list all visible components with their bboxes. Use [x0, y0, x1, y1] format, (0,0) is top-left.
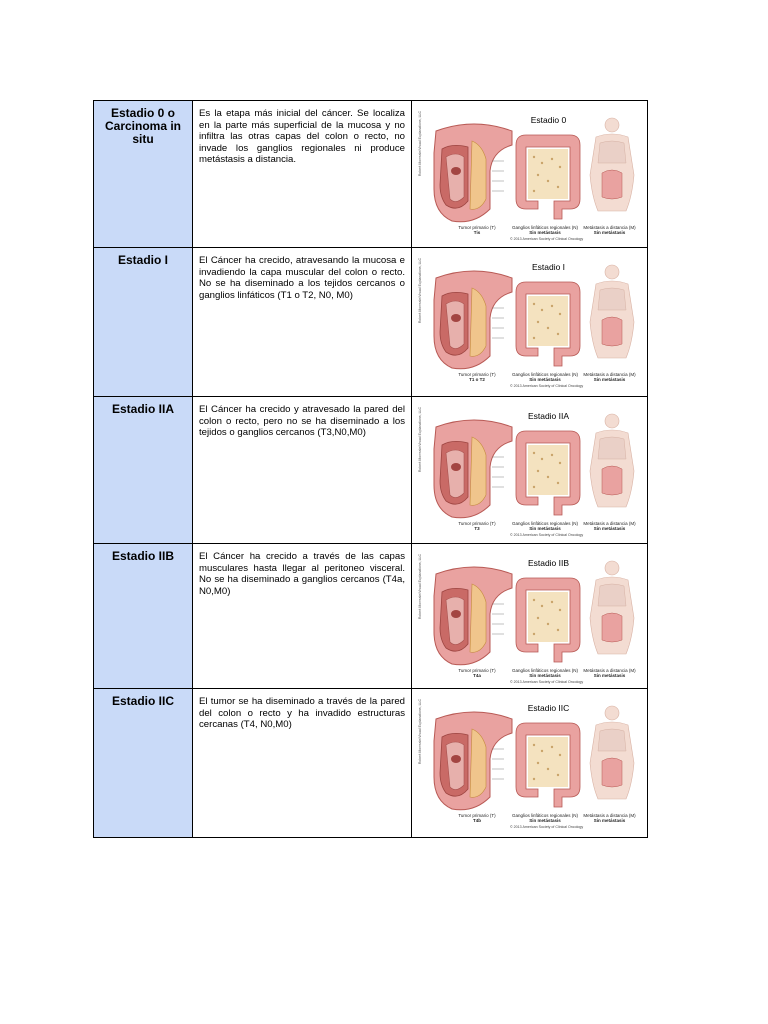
illustration-side-label: Robert Morreale/Visual Explanations, LLC [418, 258, 422, 324]
stage-cell [94, 689, 193, 838]
stage-row [94, 544, 648, 689]
stage-row [94, 248, 648, 397]
illustration-side-label: Robert Morreale/Visual Explanations, LLC [418, 111, 422, 177]
description-cell [193, 248, 412, 397]
description-cell [193, 397, 412, 544]
stage-cell [94, 101, 193, 248]
stage-cell [94, 397, 193, 544]
tumor-caption: Tumor primario (T) T1 o T2 [458, 372, 496, 382]
stage-illustration [412, 101, 645, 245]
stage-name: Estadio I [117, 253, 168, 267]
illustration-side-label: Robert Morreale/Visual Explanations, LLC [418, 699, 422, 765]
description-cell [193, 689, 412, 838]
node-caption: Ganglios linfáticos regionales (N) Sin metástasis [511, 521, 579, 531]
tumor-caption: Tumor primario (T) T4b [458, 813, 496, 823]
illustration-side-label: Robert Morreale/Visual Explanations, LLC [418, 407, 422, 473]
tumor-caption: Tumor primario (T) T4a [458, 668, 496, 678]
staging-table-body [94, 101, 648, 838]
node-caption: Ganglios linfáticos regionales (N) Sin metástasis [511, 668, 579, 678]
illustration-cell [412, 248, 648, 397]
illustration-cell [412, 397, 648, 544]
stage-name: Estadio IIC [111, 694, 174, 708]
metastasis-caption: Metástasis a distancia (M) Sin metástasis [583, 813, 636, 823]
stage-description: El tumor se ha diseminado a través de la pared del colon o recto y ha invadido estructuras cercanas (T4, N0,M0) [199, 696, 405, 730]
stage-description: El Cáncer ha crecido a través de las capas musculares hasta llegar al peritoneo visceral. No se ha diseminado a ganglios cercanos (T4a, N0,M0) [199, 551, 405, 597]
stage-row [94, 689, 648, 838]
stage-description: El Cáncer ha crecido, atravesando la mucosa e invadiendo la capa muscular del colon o recto. No se ha diseminado a los tejidos cercanos o ganglios linfáticos (T1 o T2, N0, M0) [199, 255, 405, 301]
illustration-title: Estadio IIC [527, 703, 570, 713]
illustration-side-label: Robert Morreale/Visual Explanations, LLC [418, 554, 422, 620]
metastasis-caption: Metástasis a distancia (M) Sin metástasis [583, 225, 636, 235]
stage-row [94, 397, 648, 544]
illustration-title: Estadio 0 [530, 115, 567, 125]
node-caption: Ganglios linfáticos regionales (N) Sin metástasis [511, 813, 579, 823]
illustration-credit: © 2013 American Society of Clinical Oncology [510, 825, 584, 829]
illustration-cell [412, 689, 648, 838]
stage-name: Estadio IIA [111, 402, 174, 416]
illustration-title: Estadio I [531, 262, 566, 272]
stage-illustration [412, 397, 645, 541]
staging-table [93, 100, 648, 838]
description-cell [193, 544, 412, 689]
node-caption: Ganglios linfáticos regionales (N) Sin metástasis [511, 372, 579, 382]
stage-name: Estadio IIB [111, 549, 174, 563]
stage-cell [94, 248, 193, 397]
metastasis-caption: Metástasis a distancia (M) Sin metástasis [583, 521, 636, 531]
stage-illustration [412, 689, 645, 833]
illustration-title: Estadio IIA [527, 411, 570, 421]
illustration-credit: © 2013 American Society of Clinical Oncology [510, 237, 584, 241]
metastasis-caption: Metástasis a distancia (M) Sin metástasis [583, 372, 636, 382]
illustration-credit: © 2013 American Society of Clinical Oncology [510, 533, 584, 537]
stage-name: Estadio 0 o Carcinoma in situ [104, 106, 182, 146]
stage-description: El Cáncer ha crecido y atravesado la pared del colon o recto, pero no se ha diseminado a los tejidos o ganglios cercanos (T3,N0,M0) [199, 404, 405, 438]
stage-description: Es la etapa más inicial del cáncer. Se localiza en la parte más superficial de la mucosa y no infiltra las otras capas del colon o recto, no invade los ganglios regionales ni produce metástasis a distancia. [199, 108, 405, 165]
tumor-caption: Tumor primario (T) Tis [458, 225, 496, 235]
description-cell [193, 101, 412, 248]
stage-row [94, 101, 648, 248]
illustration-cell [412, 544, 648, 689]
metastasis-caption: Metástasis a distancia (M) Sin metástasis [583, 668, 636, 678]
illustration-cell [412, 101, 648, 248]
illustration-credit: © 2013 American Society of Clinical Oncology [510, 384, 584, 388]
stage-illustration [412, 544, 645, 688]
stage-cell [94, 544, 193, 689]
illustration-title: Estadio IIB [527, 558, 570, 568]
illustration-credit: © 2013 American Society of Clinical Oncology [510, 680, 584, 684]
node-caption: Ganglios linfáticos regionales (N) Sin metástasis [511, 225, 579, 235]
stage-illustration [412, 248, 645, 392]
tumor-caption: Tumor primario (T) T3 [458, 521, 496, 531]
